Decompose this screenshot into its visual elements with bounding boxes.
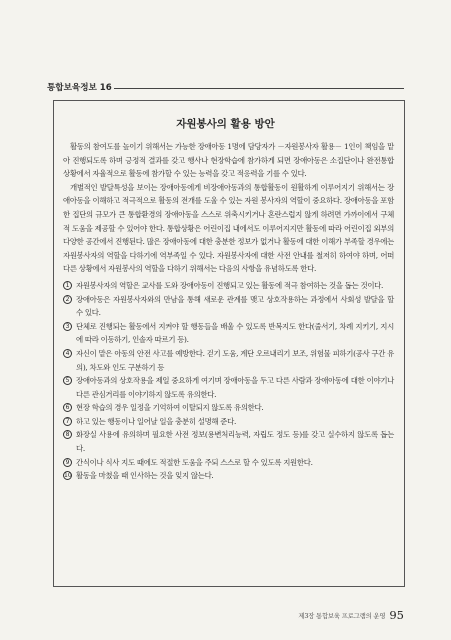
circled-number-icon: 10 [64,472,72,480]
list-item-text: 자원봉사자의 역할은 교사를 도와 장애아동이 진행되고 있는 활동에 적극 참여하는 것을 돕는 것이다. [76,280,384,290]
list-item-text: 자신이 맡은 아동의 안전 사고를 예방한다. 걷기 도움, 계단 오르내리기 보조, 위험물 피하기(공사 구간 유의), 차도와 인도 구분하기 등 [76,348,394,372]
list-item [63,279,394,293]
circled-number-icon: 8 [63,430,72,439]
list-item [63,347,394,374]
box-title: 자원봉사의 활용 방안 [176,118,275,130]
paragraph-2: 개별적인 발달특성을 보이는 장애아동에게 비장애아동과의 통합활동이 원활하게 이루어지기 위해서는 장애아동을 이해하고 적극적으로 활동의 전개를 도울 수 있는 자원 봉사자의 역할이 중요하다. 장애아동을 포함한 집단의 규모가 큰 통합환경의 장애아동을 스스로 위축시키거나 혼란스럽지 않게 하려면 가까이에서 구체적 도움을 제공할 수 있어야 한다. 통합상황은 어린이집 내에서도 이루어지지만 활동에 따라 어린이집 외부의 다양한 공간에서 진행된다. 많은 장애아동에 대한 충분한 정보가 없거나 활동에 대한 이해가 부족할 경우에는 자원봉사자의 역할을 다하기에 역부족일 수 있다. 자원봉사자에 대한 사전 안내를 철저히 하여야 하며, 어떠 다른 상황에서 자원봉사의 역할을 다하기 위해서는 다음의 사항을 유념하도록 한다. [63,182,394,274]
box-content [63,140,394,483]
list-item-text: 장애아동은 자원봉사자와의 만남을 통해 새로운 관계를 맺고 상호작용하는 과정에서 사회성 발달을 할 수 있다. [76,294,394,318]
chapter-title: 제3장 통합보육 프로그램의 운영 [298,612,386,620]
list-item-text: 활동을 마쳤을 때 인사하는 것을 잊지 않는다. [76,471,214,481]
page-footer [298,608,404,622]
list-item [63,320,394,347]
list-item [63,469,394,483]
list-item-text: 하고 있는 행동이나 일어날 일을 충분히 설명해 준다. [76,416,237,426]
paragraph-1: 활동의 참여도를 높이기 위해서는 가능한 장애아동 1명에 담당자가 －자원봉사자 활용－ 1인이 책임을 맡아 진행되도록 하며 긍정적 결과를 갖고 행사나 현장학습에 참가하게 되면 장애아동은 소집단이나 완전통합 상황에서 자율적으로 활동에 참가할 수 있는 능력을 갖고 적응력을 기를 수 있다. [63,142,394,179]
list-item-text: 현장 학습의 경우 일정을 기억하여 이탈되지 않도록 유의한다. [76,403,264,413]
list-item [63,401,394,415]
list-item-text: 간식이나 식사 지도 때에도 적절한 도움을 주되 스스로 할 수 있도록 지원한다. [76,457,313,467]
list-item [63,428,394,455]
list-item-text: 화장실 사용에 유의하며 필요한 사전 정보(용변처리능력, 자립도 정도 등)를 갖고 실수하지 않도록 돕는다. [76,430,394,454]
list-item [63,456,394,470]
circled-number-icon: 2 [63,295,72,304]
list-item [63,415,394,429]
section-header-label: 통합보육정보 16 [47,83,112,93]
circled-number-icon: 7 [63,417,72,426]
circled-number-icon: 3 [63,322,72,331]
circled-number-icon: 4 [63,349,72,358]
list-item-text: 장애아동과의 상호작용을 제일 중요하게 여기며 장애아동을 두고 다른 사람과 장애아동에 대한 이야기나 다른 관심거리를 이야기하지 않도록 유의한다. [76,376,394,399]
list-item [63,293,394,320]
page-number: 95 [389,608,404,622]
circled-number-icon: 1 [63,281,72,290]
guideline-list [63,279,394,483]
list-item-text: 단체로 진행되는 활동에서 지켜야 할 행동들을 배울 수 있도록 반복지도 한다(줄서기, 차례 지키기, 지시에 따라 이동하기, 인솔자 따르기 등). [76,321,394,345]
circled-number-icon: 6 [63,403,72,412]
list-item [63,374,394,401]
circled-number-icon: 5 [63,376,72,385]
circled-number-icon: 9 [63,458,72,467]
